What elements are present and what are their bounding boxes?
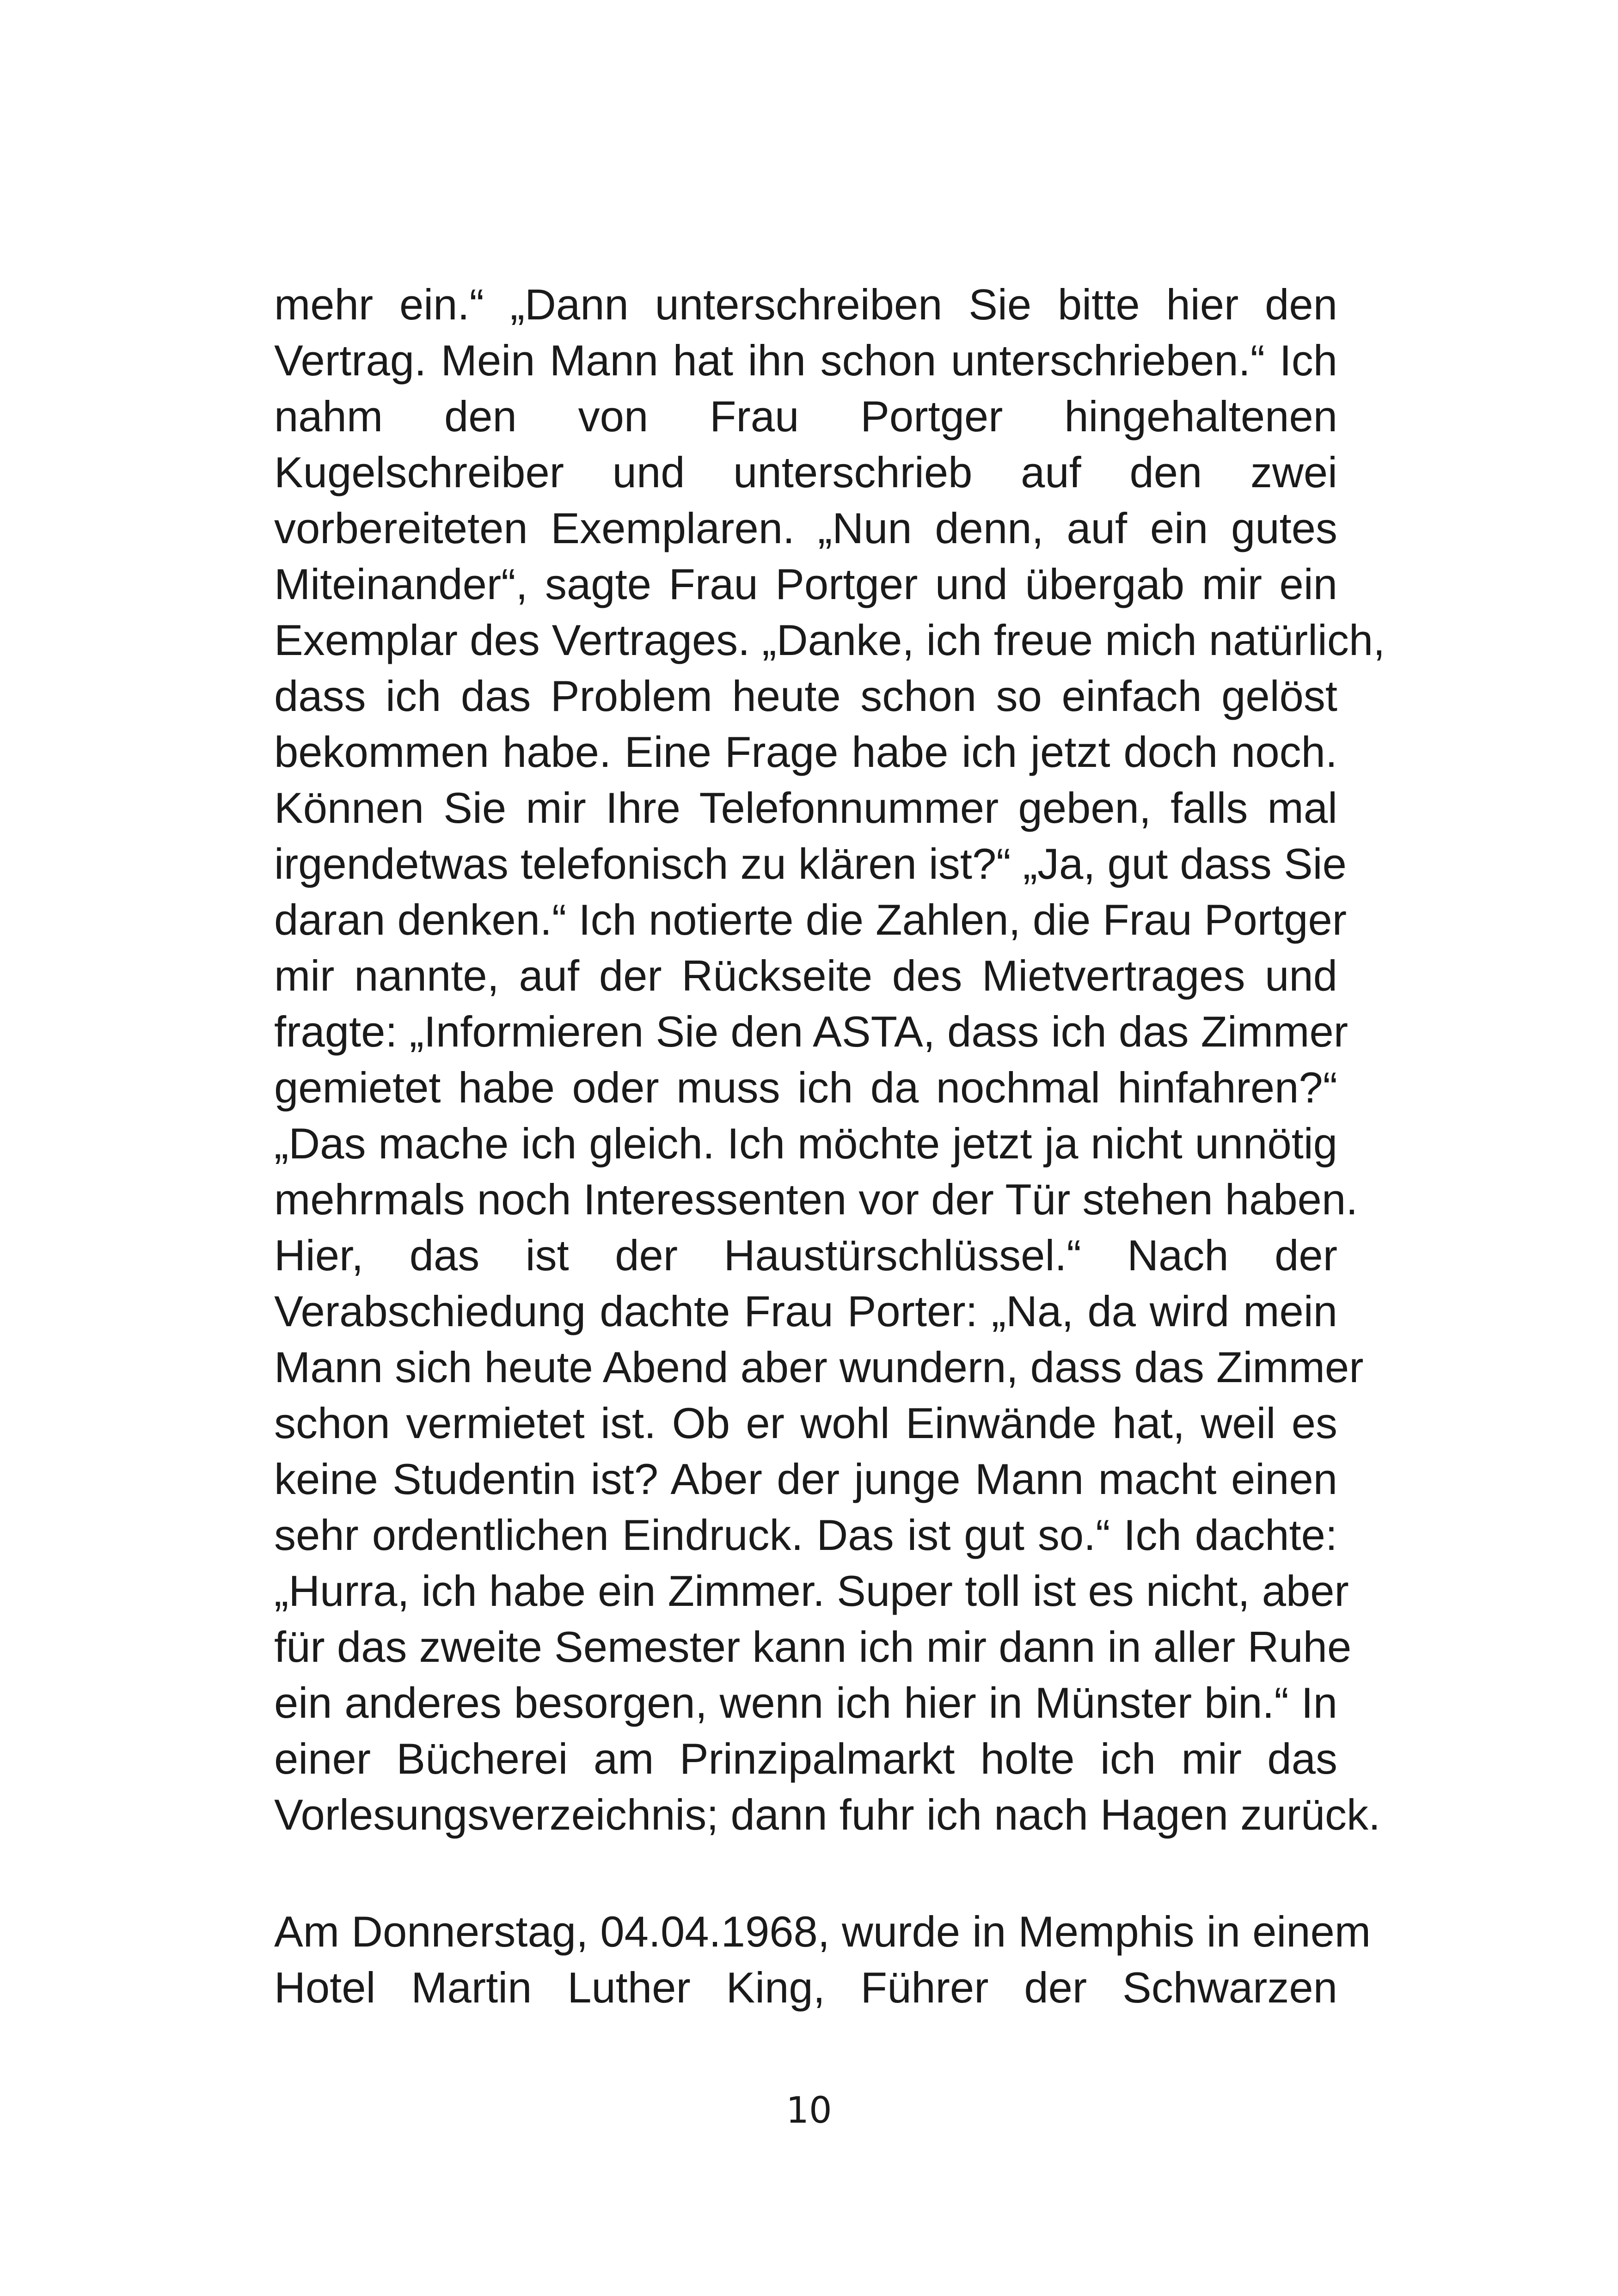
paragraph — [274, 1904, 1371, 2015]
text-line: bekommen habe. Eine Frage habe ich jetzt doch noch. — [274, 728, 1337, 776]
text-line: ein anderes besorgen, wenn ich hier in Münster bin.“ In — [274, 1678, 1337, 1727]
text-line: mehrmals noch Interessenten vor der Tür stehen haben. — [274, 1175, 1358, 1224]
text-line: Exemplar des Vertrages. „Danke, ich freue mich natürlich, — [274, 616, 1385, 664]
text-line: mir nannte, auf der Rückseite des Mietvertrages und — [274, 951, 1337, 1000]
text-line: keine Studentin ist? Aber der junge Mann macht einen — [274, 1455, 1337, 1503]
text-line: Kugelschreiber und unterschrieb auf den zwei — [274, 448, 1337, 496]
text-line: nahm den von Frau Portger hingehaltenen — [274, 392, 1337, 441]
text-line: irgendetwas telefonisch zu klären ist?“ „Ja, gut dass Sie — [274, 839, 1347, 888]
text-line: „Das mache ich gleich. Ich möchte jetzt ja nicht unnötig — [274, 1119, 1337, 1168]
text-line: Vertrag. Mein Mann hat ihn schon unterschrieben.“ Ich — [274, 336, 1337, 385]
text-line: für das zweite Semester kann ich mir dann in aller Ruhe — [274, 1623, 1352, 1671]
text-line: Miteinander“, sagte Frau Portger und übergab mir ein — [274, 560, 1337, 608]
text-line: Können Sie mir Ihre Telefonnummer geben, falls mal — [274, 784, 1337, 832]
text-line: fragte: „Informieren Sie den ASTA, dass ich das Zimmer — [274, 1007, 1348, 1056]
text-line: sehr ordentlichen Eindruck. Das ist gut so.“ Ich dachte: — [274, 1511, 1337, 1559]
page-number: 10 — [786, 2090, 832, 2131]
text-line: „Hurra, ich habe ein Zimmer. Super toll ist es nicht, aber — [274, 1567, 1349, 1615]
text-line: Vorlesungsverzeichnis; dann fuhr ich nach Hagen zurück. — [274, 1790, 1381, 1839]
text-line: daran denken.“ Ich notierte die Zahlen, die Frau Portger — [274, 895, 1347, 944]
text-line: Mann sich heute Abend aber wundern, dass das Zimmer — [274, 1343, 1364, 1391]
text-line: Hotel Martin Luther King, Führer der Schwarzen — [274, 1963, 1337, 2012]
text-line: Verabschiedung dachte Frau Porter: „Na, da wird mein — [274, 1287, 1337, 1335]
text-line: Hier, das ist der Haustürschlüssel.“ Nach der — [274, 1231, 1337, 1280]
text-line: dass ich das Problem heute schon so einfach gelöst — [274, 672, 1337, 720]
text-line: schon vermietet ist. Ob er wohl Einwände hat, weil es — [274, 1399, 1337, 1447]
text-line: gemietet habe oder muss ich da nochmal hinfahren?“ — [274, 1063, 1337, 1112]
text-line: mehr ein.“ „Dann unterschreiben Sie bitte hier den — [274, 280, 1337, 329]
text-line: Am Donnerstag, 04.04.1968, wurde in Memphis in einem — [274, 1907, 1371, 1956]
text-line: vorbereiteten Exemplaren. „Nun denn, auf ein gutes — [274, 504, 1337, 552]
text-line: einer Bücherei am Prinzipalmarkt holte ich mir das — [274, 1734, 1337, 1783]
paragraph — [274, 276, 1385, 1843]
